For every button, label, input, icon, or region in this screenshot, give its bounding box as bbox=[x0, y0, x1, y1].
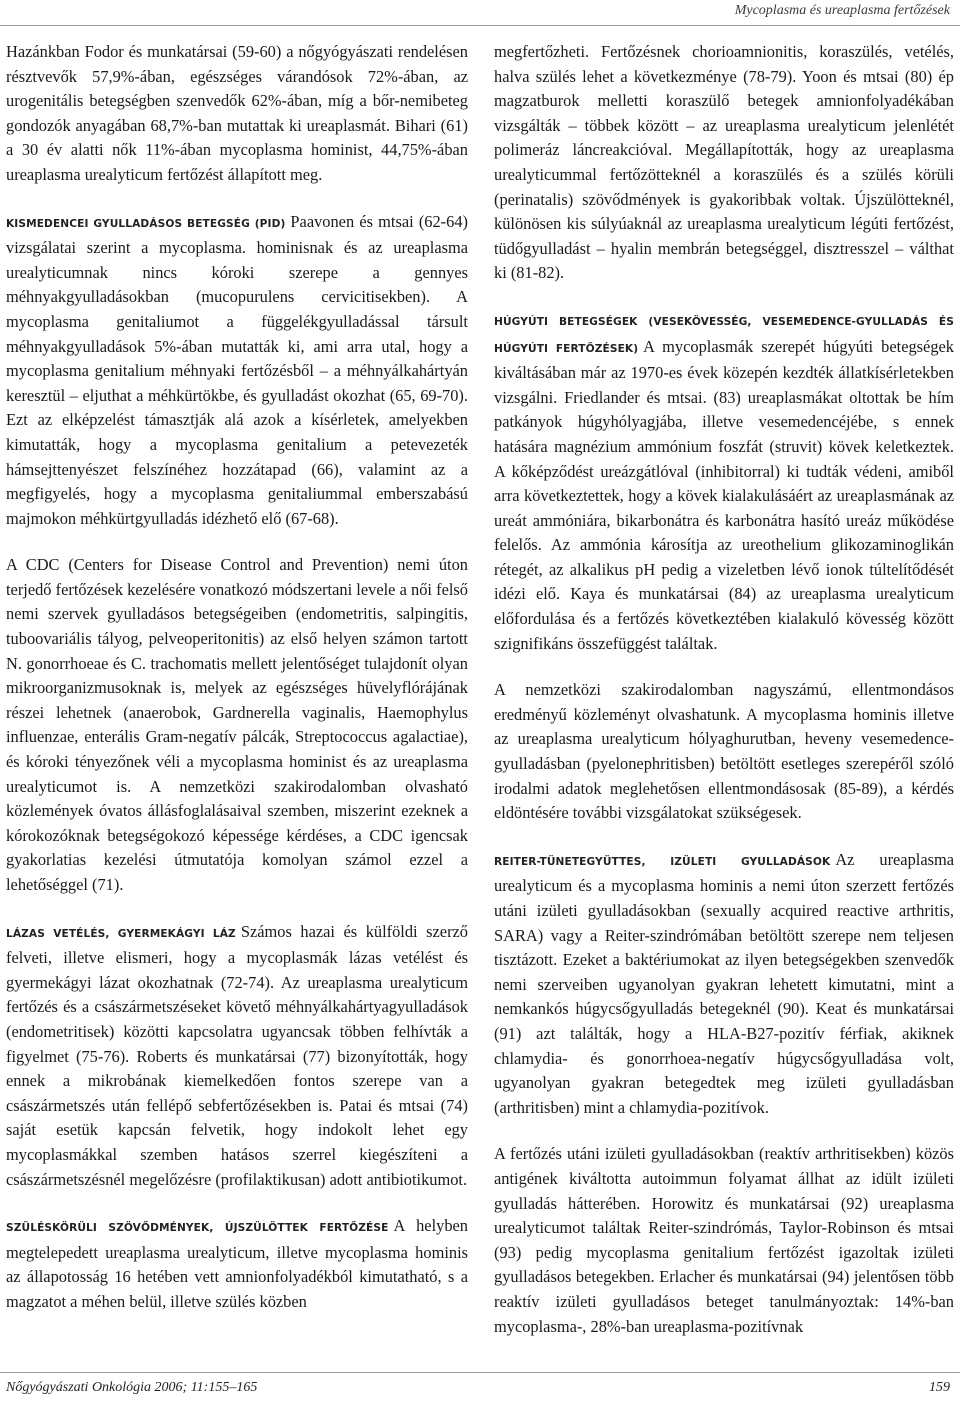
section-heading-fever: LÁZAS VETÉLÉS, GYERMEKÁGYI LÁZ bbox=[6, 927, 236, 940]
paragraph-cdc: A CDC (Centers for Disease Control and Prevention) nemi úton terjedő fertőzések kezelésére vonatkozó módszertani levele a női felső nemi szervek gyulladásos betegségeiben (endometritis, salpingitis, tuboovariális tályog, pelveoperitonitis) az első helyen számon tartott N. gonorrhoeae és C. trachomatis mellett jelentőséget tulajdonít olyan mikroorganizmusoknak is, melyek az egészséges hüvelyflórájának részei lehetnek (anaerobok, Gardnerella vaginalis, Haemophylus influenzae, enterális Gram-negatív pálcák, Streptococcus agalactiae), és kóroki tényezőnek véli a mycoplasma hominist és az ureaplasma urealyticumot is. A nemzetközi szakirodalomban olvasható közlemények óvatos állásfoglalásaival szemben, miszerint ezeknek a kórokozóknak betegségokozó képessége kérdéses, a CDC igencsak gyakorlatias kezelési útmutatója komolyan számol ezzel a lehetőséggel (71). bbox=[6, 555, 468, 894]
paragraph-literature: A nemzetközi szakirodalomban nagyszámú, ellentmondásos eredményű közleményt olvashatunk. A mycoplasma hominis illetve az ureaplasma urealyticum hólyaghurutban, heveny vesemedence-gyulladásban (pyelonephritisben) betöltött esetleges szerepéről szóló irodalmi adatok meglehetősen ellentmondásosak (85-89), a kérdés eldöntésére további vizsgálatokat szükségesek. bbox=[494, 680, 954, 823]
section-heading-reiter: REITER-TÜNETEGYÜTTES, IZÜLETI GYULLADÁSOK bbox=[494, 855, 831, 868]
paragraph-perinatal bbox=[6, 1214, 468, 1314]
running-head: Mycoplasma és ureaplasma fertőzések bbox=[734, 3, 950, 18]
paragraph-reiter bbox=[494, 848, 954, 1121]
paragraph-fever-text: Számos hazai és külföldi szerző felveti, illetve elismeri, hogy a mycoplasmák lázas vetélést és gyermekágyi lázat okozhatnak (72-74). Az ureaplasma urealyticum fertőzés és a császármetszéseket követő méhnyálkahártyagyulladások (endometritisek) közötti kapcsolatra ugyancsak többen felhívták a figyelmet (75-76). Roberts és munkatársai (77) bizonyították, hogy ennek a mikrobának kiemelkedően fontos szerepe van a császármetszés után fellépő sebfertőzésekben is. Patai és mtsai (74) saját esetük kapcsán felvetik, hogy indokolt lehet egy mycoplasmákkal szemben hatásos szerrel kiegészíteni a császármetszésnél megelőzésre (profilaktikusan) adott antibiotikumot. bbox=[6, 921, 469, 1189]
paragraph-pid-text: Paavonen és mtsai (62-64) vizsgálatai szerint a mycoplasma. hominisnak és az ureaplasma urealyticumnak nincs kóroki szerepe a gennyes méhnyakgyulladásokban (mucopurulens cervicitisekben). A mycoplasma genitaliumot a függelékgyulladással társult méhnyakgyulladások 5%-ában mutatták ki, ami arra utal, hogy a mycoplasma genitalium méhnyaki fertőzésből – a méhnyálkahártyán keresztül – eljuthat a méhkürtökbe, és gyulladást okozhat (65, 69-70). Ezt az elképzelést támasztják alá azok a kísérletek, amelyekben kimutatták, hogy a mycoplasma genitalium a petevezeték hámsejttenyészet felszínéhez hozzátapad (66), valamint az a megfigyelés, hogy a mycoplasma genitaliummal emberszabású majmokon méhkürtgyulladás idézhető elő (67-68). bbox=[6, 211, 468, 528]
footer-rule bbox=[0, 1372, 960, 1373]
paragraph-fever bbox=[6, 920, 468, 1193]
paragraph-perinatal-continued: megfertőzheti. Fertőzésnek chorioamnionitis, koraszülés, vetélés, halva szülés lehet a következménye (78-79). Yoon és mtsai (80) ép magzatburok melletti koraszülő betegek amnionfolyadékában vizsgálták – többek között – az ureaplasma urealyticum jelenlétét polimeráz láncreakcióval. Megállapították, hogy az ureaplasma urealyticummal fertőzötteknél a koraszülés és a szülés körüli (perinatalis) szövődmények is gyakoribbak voltak. Újszülötteknél, különösen kis súlyúaknál az ureaplasma urealyticum légúti fertőzést, tüdőgyulladást – hyalin membrán betegséggel, disztresszel – válthat ki (81-82). bbox=[494, 42, 954, 283]
header-rule bbox=[0, 25, 960, 26]
paragraph-perinatal-text: A helyben megtelepedett ureaplasma urealyticum, illetve mycoplasma hominis az állapotosság 16 hetében vett amnionfolyadékból kimutatható, s a magzatot a méhen belül, illetve szülés közben bbox=[6, 1216, 468, 1311]
paragraph-urinary-text: A mycoplasmák szerepét húgyúti betegségek kiváltásában már az 1970-es évek közepén kezdték állatkísérletekben vizsgálni. Friedlander és mtsai. (83) ureaplasmákat oltottak be hím patkányok húgyhólyagjába, illetve vesemedencéjébe, s ennek hatására magnézium ammónium foszfát (struvit) kövek keletkeztek. A kőképződést ureázgátlóval (inhibitorral) ki tudták védeni, amiből arra következtettek, hogy a kövek kialakulásáért az ureaplasmának az ureát ammóniára, bikarbonátra és karbonátra hasító ureáz működése felelős. Az ammónia károsítja az ureothelium glikozaminoglikán rétegét, az alkalikus pH pedig a vizeletben lévő ionok túltelítődését idézi elő. Kaya és munkatársai (84) az ureaplasma urealyticum előfordulása és a fertőzés következtében kialakuló kövesség között szignifikáns összefüggést találtak. bbox=[494, 336, 954, 653]
paragraph-reiter-text: Az ureaplasma urealyticum és a mycoplasma hominis a nemi úton szerzett fertőzés utáni izületi gyulladásokban (sexually acquired reactive arthritis, SARA) vagy a Reiter-szindrómában betöltött szerepe nem teljesen tisztázott. Ezeket a baktériumokat az ilyen betegségekben szenvedők nemi szerveiben ugyanolyan gyakran lehetett kimutatni, mint a nemkankós húgycsőgyulladás betegeknél (90). Keat és munkatársai (91) azt találták, hogy a HLA-B27-pozitív férfiak, akiknek chlamydia- és gonorrhoea-negatív húgycsőgyulladása volt, ugyanolyan gyakran betegedtek meg izületi gyulladásban (arthritisben) mint a chlamydia-pozitívok. bbox=[494, 849, 955, 1117]
section-heading-urinary: HÚGYÚTI BETEGSÉGEK (VESEKÖVESSÉG, VESEMEDENCE-GYULLADÁS ÉS HÚGYÚTI FERTŐZÉSEK) bbox=[494, 315, 954, 355]
paragraph-prevalence: Hazánkban Fodor és munkatársai (59-60) a nőgyógyászati rendelésen résztvevők 57,9%-ában, egészséges várandósok 72%-ában, az urogenitális betegségben szenvedők 62%-ában, míg a bőr-nemibeteg gondozók anyagában 68,7%-ban mutattak ki ureaplasmát. Bihari (61) a 30 év alatti nők 11%-ában mycoplasma hominist, 44,75%-ában ureaplasma urealyticum fertőzést állapított meg. bbox=[6, 42, 468, 184]
left-column bbox=[6, 40, 468, 1329]
page-number: 159 bbox=[929, 1380, 950, 1395]
paragraph-pid bbox=[6, 210, 468, 532]
paragraph-reactive-arthritis: A fertőzés utáni izületi gyulladásokban (reaktív arthritisekben) közös antigének kiváltotta autoimmun folyamat állhat az idült izületi gyulladás hátterében. Horowitz és munkatársai (92) ureaplasma urealyticumot találtak Reiter-szindrómás, Taylor-Robinson és mtsai (93) pedig mycoplasma genitalium fertőzést igazoltak izületi gyulladásos betegekben. Erlacher és munkatársai (94) jelentősen több reaktív izületi gyulladásos beteget tanulmányoztak: 14%-ban mycoplasma-, 28%-ban ureaplasma-pozitívnak bbox=[494, 1144, 954, 1336]
section-heading-perinatal: SZÜLÉSKÖRÜLI SZÖVŐDMÉNYEK, ÚJSZÜLÖTTEK FERTŐZÉSE bbox=[6, 1222, 389, 1235]
right-column bbox=[494, 40, 954, 1353]
journal-citation: Nőgyógyászati Onkológia 2006; 11:155–165 bbox=[6, 1380, 258, 1395]
section-heading-pid: KISMEDENCEI GYULLADÁSOS BETEGSÉG (PID) bbox=[6, 217, 286, 230]
paragraph-urinary bbox=[494, 308, 954, 656]
